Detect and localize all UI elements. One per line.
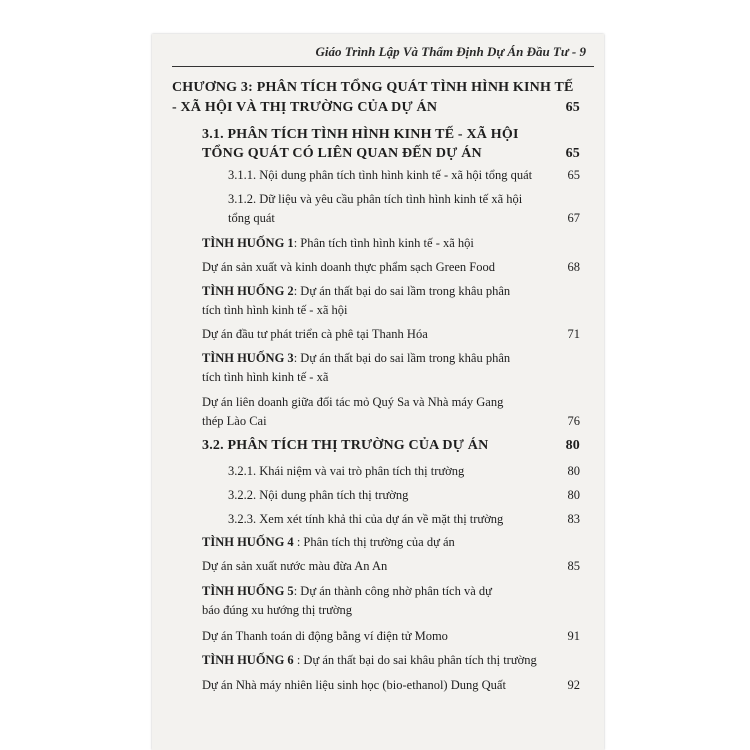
toc-case-3-title-text1: : Dự án thất bại do sai lầm trong khâu phân bbox=[293, 351, 511, 365]
toc-item-3-1-2-text1: 3.1.2. Dữ liệu và yêu cầu phân tích tình hình kinh tế xã hội bbox=[228, 192, 523, 206]
toc-section-3-2-text: 3.2. PHÂN TÍCH THỊ TRƯỜNG CỦA DỰ ÁN bbox=[202, 438, 489, 453]
toc-item-3-2-1-page: 80 bbox=[567, 464, 580, 478]
toc-chapter-3-text1: CHƯƠNG 3: PHÂN TÍCH TỔNG QUÁT TÌNH HÌNH KINH TẾ bbox=[172, 80, 574, 95]
toc-case-2-label: TÌNH HUỐNG 2 bbox=[202, 284, 294, 298]
toc-item-3-2-3-page: 83 bbox=[567, 512, 580, 526]
toc-case-3-project-text2: thép Lào Cai bbox=[202, 414, 267, 428]
toc-case-5-title-text2: báo đúng xu hướng thị trường bbox=[202, 603, 353, 617]
book-page bbox=[152, 34, 604, 750]
toc-chapter-3-page: 65 bbox=[565, 100, 580, 115]
toc-item-3-1-2-page: 67 bbox=[567, 211, 580, 225]
toc-item-3-1-1-page: 65 bbox=[567, 168, 580, 182]
toc-case-2-title-text1: : Dự án thất bại do sai lầm trong khâu phân bbox=[293, 284, 511, 298]
toc-case-2-title-text2: tích tình hình kinh tế - xã hội bbox=[202, 303, 348, 317]
toc-section-3-1-text2: TỔNG QUÁT CÓ LIÊN QUAN ĐẾN DỰ ÁN bbox=[202, 146, 482, 161]
toc-case-4-label: TÌNH HUỐNG 4 bbox=[202, 535, 294, 549]
running-header: Giáo Trình Lập Và Thẩm Định Dự Án Đầu Tư - 9 bbox=[315, 44, 586, 59]
toc-section-3-1-page: 65 bbox=[565, 146, 580, 161]
toc-case-2-project-text: Dự án đầu tư phát triển cà phê tại Thanh Hóa bbox=[202, 327, 428, 341]
toc-item-3-2-1-text: 3.2.1. Khái niệm và vai trò phân tích thị trường bbox=[228, 464, 465, 478]
toc-case-5-title-text1: : Dự án thành công nhờ phân tích và dự bbox=[293, 584, 492, 598]
toc-section-3-1-text1: 3.1. PHÂN TÍCH TÌNH HÌNH KINH TẾ - XÃ HỘI bbox=[202, 127, 519, 142]
toc-case-4-project-text: Dự án sản xuất nước màu đừa An An bbox=[202, 559, 388, 573]
toc-case-2-page: 71 bbox=[567, 327, 580, 341]
toc-case-4-page: 85 bbox=[567, 559, 580, 573]
table-of-contents bbox=[152, 34, 604, 750]
toc-item-3-1-1-text: 3.1.1. Nội dung phân tích tình hình kinh tế - xã hội tổng quát bbox=[228, 168, 533, 182]
toc-case-3-project-text1: Dự án liên doanh giữa đối tác mỏ Quý Sa và Nhà máy Gang bbox=[202, 395, 504, 409]
toc-item-3-2-3-text: 3.2.3. Xem xét tính khả thi của dự án về mặt thị trường bbox=[228, 512, 504, 526]
toc-item-3-1-2-text2: tổng quát bbox=[228, 211, 275, 225]
toc-item-3-2-2-text: 3.2.2. Nội dung phân tích thị trường bbox=[228, 488, 409, 502]
toc-case-1-page: 68 bbox=[567, 260, 580, 274]
toc-case-6-title-text: : Dự án thất bại do sai khâu phân tích thị trường bbox=[293, 653, 537, 667]
toc-case-5-project-text: Dự án Thanh toán di động bằng ví điện tử Momo bbox=[202, 629, 448, 643]
toc-case-3-label: TÌNH HUỐNG 3 bbox=[202, 351, 294, 365]
toc-case-5-label: TÌNH HUỐNG 5 bbox=[202, 584, 294, 598]
toc-section-3-2-page: 80 bbox=[565, 438, 580, 453]
toc-case-6-label: TÌNH HUỐNG 6 bbox=[202, 653, 294, 667]
toc-case-1-title-text: : Phân tích tình hình kinh tế - xã hội bbox=[293, 236, 474, 250]
toc-case-6-page: 92 bbox=[567, 678, 580, 692]
toc-chapter-3-text2: - XÃ HỘI VÀ THỊ TRƯỜNG CỦA DỰ ÁN bbox=[172, 100, 438, 115]
toc-case-6-project-text: Dự án Nhà máy nhiên liệu sinh học (bio-ethanol) Dung Quất bbox=[202, 678, 506, 692]
toc-case-1-label: TÌNH HUỐNG 1 bbox=[202, 236, 294, 250]
toc-case-4-title-text: : Phân tích thị trường của dự án bbox=[293, 535, 455, 549]
toc-case-1-project-text: Dự án sản xuất và kinh doanh thực phẩm sạch Green Food bbox=[202, 260, 495, 274]
toc-case-3-page: 76 bbox=[567, 414, 580, 428]
toc-item-3-2-2-page: 80 bbox=[567, 488, 580, 502]
toc-case-3-title-text2: tích tình hình kinh tế - xã bbox=[202, 370, 329, 384]
toc-case-5-page: 91 bbox=[567, 629, 580, 643]
